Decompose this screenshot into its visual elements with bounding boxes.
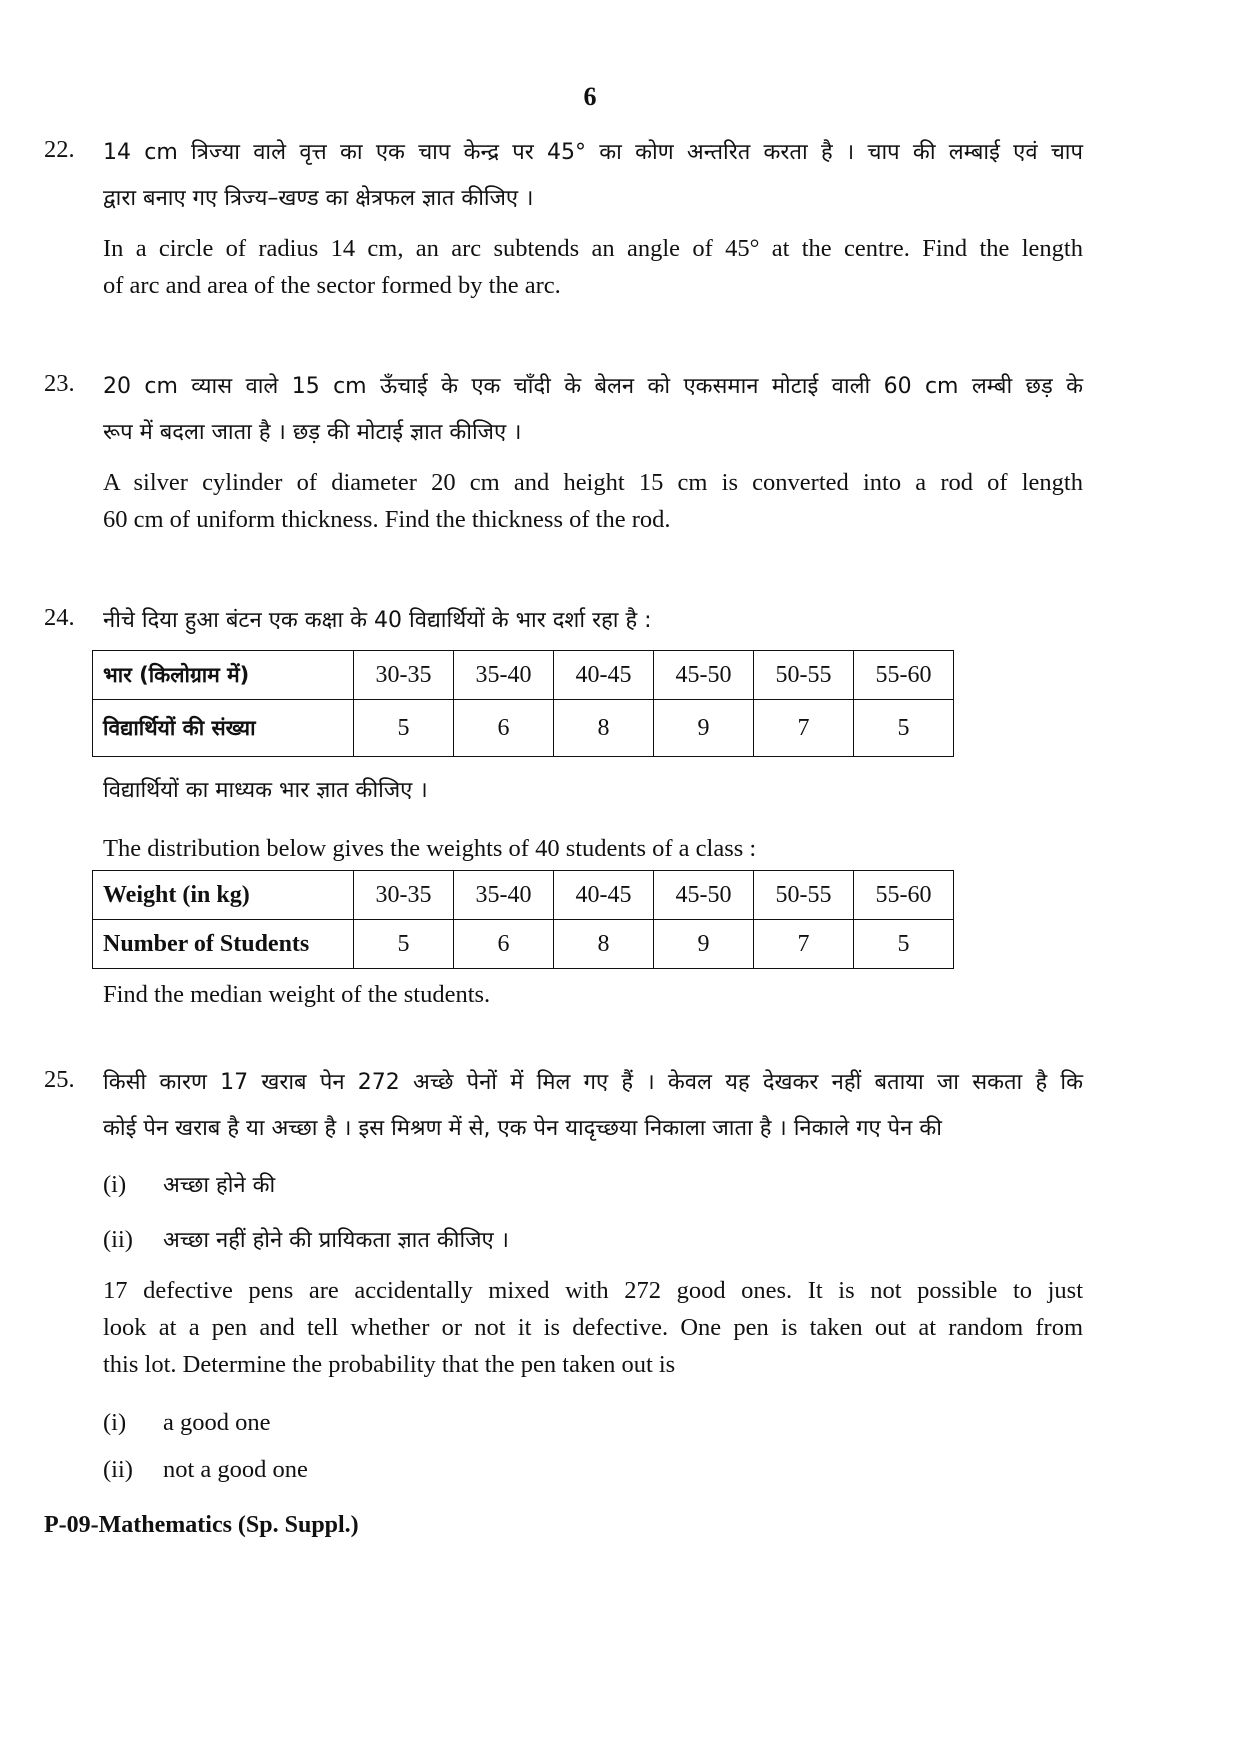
table-cell: 50-55 [754, 651, 854, 700]
table-row-header: Weight (in kg) [93, 871, 354, 920]
table-row-header: विद्यार्थियों की संख्या [93, 700, 354, 757]
table-cell: 5 [854, 920, 954, 969]
english-line: look at a pen and tell whether or not it is defective. One pen is taken out at random from [103, 1314, 1083, 1341]
page-number: 6 [583, 82, 597, 111]
sub-part-text: अच्छा होने की [163, 1173, 276, 1198]
question-number: 24. [44, 604, 75, 631]
hindi-intro: नीचे दिया हुआ बंटन एक कक्षा के 40 विद्यार्थियों के भार दर्शा रहा है : [103, 608, 652, 633]
question-number: 23. [44, 370, 75, 397]
hindi-line: द्वारा बनाए गए त्रिज्य–खण्ड का क्षेत्रफल ज्ञात कीजिए । [103, 186, 534, 211]
table-cell: 30-35 [354, 871, 454, 920]
english-intro: The distribution below gives the weights of 40 students of a class : [103, 835, 757, 862]
table-cell: 5 [354, 700, 454, 757]
hindi-line: किसी कारण 17 खराब पेन 272 अच्छे पेनों में मिल गए हैं । केवल यह देखकर नहीं बताया जा सकता है कि [103, 1070, 1083, 1095]
hindi-line: 20 cm व्यास वाले 15 cm ऊँचाई के एक चाँदी के बेलन को एकसमान मोटाई वाली 60 cm लम्बी छड़ के [103, 374, 1083, 399]
table-cell: 35-40 [454, 871, 554, 920]
hindi-distribution-table [92, 650, 954, 757]
table-row [93, 651, 954, 700]
table-cell: 45-50 [654, 651, 754, 700]
english-line: 17 defective pens are accidentally mixed with 272 good ones. It is not possible to just [103, 1277, 1083, 1304]
hindi-line: रूप में बदला जाता है । छड़ की मोटाई ज्ञात कीजिए । [103, 420, 522, 445]
english-line: this lot. Determine the probability that the pen taken out is [103, 1351, 676, 1378]
hindi-line: 14 cm त्रिज्या वाले वृत्त का एक चाप केन्द्र पर 45° का कोण अन्तरित करता है । चाप की लम्बाई एवं चाप [103, 140, 1083, 165]
sub-part-text: a good one [163, 1409, 271, 1436]
table-cell: 9 [654, 920, 754, 969]
english-distribution-table [92, 870, 954, 969]
sub-part-ii-hindi [103, 1217, 509, 1264]
table-cell: 35-40 [454, 651, 554, 700]
table-cell: 8 [554, 920, 654, 969]
table-row [93, 700, 954, 757]
hindi-line: कोई पेन खराब है या अच्छा है । इस मिश्रण में से, एक पेन यादृच्छया निकाला जाता है । निकाले गए पेन की [103, 1116, 942, 1141]
sub-part-label: (i) [103, 1171, 127, 1198]
table-cell: 9 [654, 700, 754, 757]
table-cell: 50-55 [754, 871, 854, 920]
english-line: In a circle of radius 14 cm, an arc subtends an angle of 45° at the centre. Find the length [103, 235, 1083, 262]
table-row [93, 920, 954, 969]
english-line: of arc and area of the sector formed by the arc. [103, 272, 561, 299]
table-cell: 45-50 [654, 871, 754, 920]
table-cell: 40-45 [554, 651, 654, 700]
table-cell: 40-45 [554, 871, 654, 920]
sub-part-label: (ii) [103, 1456, 133, 1483]
question-number: 25. [44, 1066, 75, 1093]
english-question: Find the median weight of the students. [103, 981, 491, 1008]
sub-part-i-hindi [103, 1162, 275, 1209]
table-cell: 55-60 [854, 651, 954, 700]
table-row [93, 871, 954, 920]
sub-part-text: not a good one [163, 1456, 308, 1483]
english-paragraph [103, 1272, 1083, 1383]
table-cell: 55-60 [854, 871, 954, 920]
sub-part-ii-english [103, 1451, 308, 1488]
table-cell: 6 [454, 700, 554, 757]
table-row-header: भार (किलोग्राम में) [93, 651, 354, 700]
sub-part-label: (i) [103, 1409, 127, 1436]
hindi-question: विद्यार्थियों का माध्यक भार ज्ञात कीजिए । [103, 778, 428, 803]
table-row-header: Number of Students [93, 920, 354, 969]
sub-part-i-english [103, 1404, 271, 1441]
english-line: A silver cylinder of diameter 20 cm and height 15 cm is converted into a rod of length [103, 469, 1083, 496]
table-cell: 30-35 [354, 651, 454, 700]
sub-part-label: (ii) [103, 1226, 133, 1253]
table-cell: 8 [554, 700, 654, 757]
english-line: 60 cm of uniform thickness. Find the thickness of the rod. [103, 506, 671, 533]
paper-code-footer: P-09-Mathematics (Sp. Suppl.) [44, 1512, 359, 1538]
table-cell: 7 [754, 920, 854, 969]
question-number: 22. [44, 136, 75, 163]
table-cell: 5 [354, 920, 454, 969]
table-cell: 5 [854, 700, 954, 757]
sub-part-text: अच्छा नहीं होने की प्रायिकता ज्ञात कीजिए । [163, 1228, 510, 1253]
table-cell: 7 [754, 700, 854, 757]
table-cell: 6 [454, 920, 554, 969]
